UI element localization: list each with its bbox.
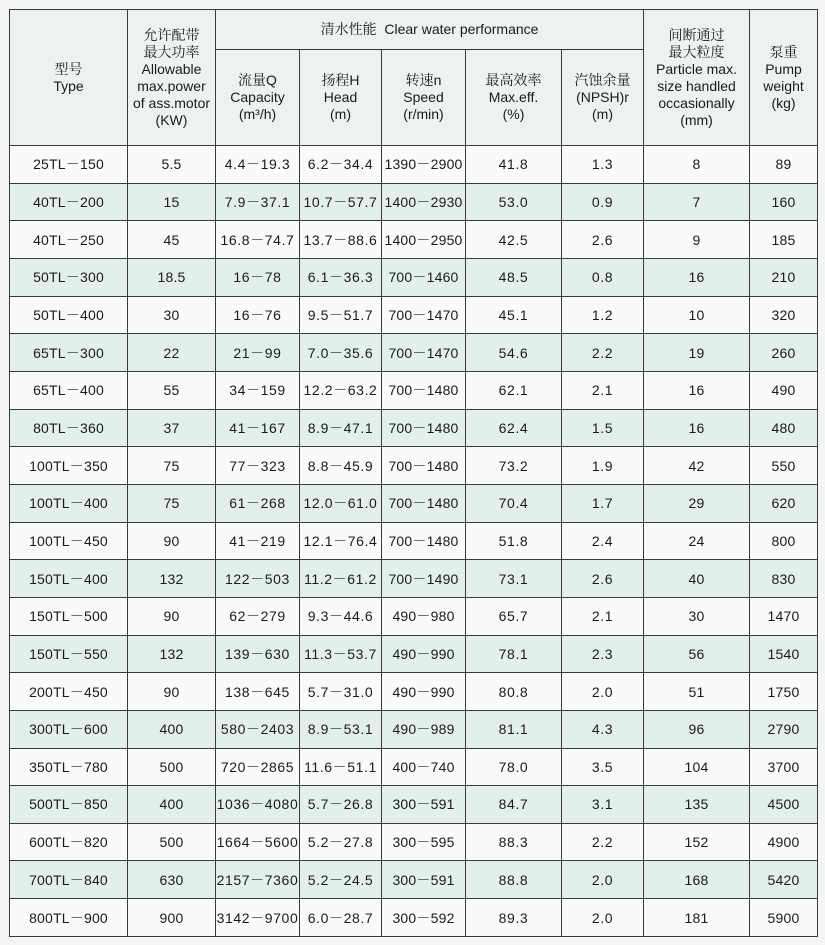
cell-type: 700TL－840 — [10, 861, 128, 899]
cell-speed: 490－989 — [382, 710, 466, 748]
cell-power: 400 — [128, 710, 216, 748]
cell-weight: 480 — [750, 409, 818, 447]
cell-speed: 700－1490 — [382, 560, 466, 598]
cell-power: 30 — [128, 296, 216, 334]
cell-speed: 700－1480 — [382, 409, 466, 447]
cell-type: 50TL－300 — [10, 258, 128, 296]
cell-type: 65TL－400 — [10, 371, 128, 409]
cell-eff: 54.6 — [466, 334, 562, 372]
cell-head: 6.0－28.7 — [300, 899, 382, 937]
cell-capacity: 16.8－74.7 — [216, 221, 300, 259]
cell-power: 18.5 — [128, 258, 216, 296]
cell-eff: 88.8 — [466, 861, 562, 899]
cell-type: 65TL－300 — [10, 334, 128, 372]
cell-particle: 42 — [644, 447, 750, 485]
header-head — [300, 50, 382, 146]
cell-type: 100TL－350 — [10, 447, 128, 485]
cell-particle: 152 — [644, 823, 750, 861]
cell-type: 25TL－150 — [10, 146, 128, 184]
cell-head: 7.0－35.6 — [300, 334, 382, 372]
cell-weight: 260 — [750, 334, 818, 372]
cell-speed: 700－1480 — [382, 522, 466, 560]
table-row — [10, 786, 818, 824]
cell-speed: 700－1470 — [382, 334, 466, 372]
cell-head: 6.1－36.3 — [300, 258, 382, 296]
cell-particle: 40 — [644, 560, 750, 598]
cell-type: 600TL－820 — [10, 823, 128, 861]
cell-speed: 700－1480 — [382, 447, 466, 485]
cell-weight: 1750 — [750, 673, 818, 711]
cell-power: 500 — [128, 823, 216, 861]
cell-head: 5.2－27.8 — [300, 823, 382, 861]
cell-head: 12.1－76.4 — [300, 522, 382, 560]
cell-head: 5.2－24.5 — [300, 861, 382, 899]
cell-power: 75 — [128, 484, 216, 522]
cell-weight: 1540 — [750, 635, 818, 673]
cell-eff: 80.8 — [466, 673, 562, 711]
cell-npsh: 3.1 — [562, 786, 644, 824]
cell-npsh: 1.3 — [562, 146, 644, 184]
cell-capacity: 7.9－37.1 — [216, 183, 300, 221]
cell-capacity: 720－2865 — [216, 748, 300, 786]
cell-eff: 78.1 — [466, 635, 562, 673]
cell-head: 10.7－57.7 — [300, 183, 382, 221]
cell-particle: 30 — [644, 597, 750, 635]
cell-head: 6.2－34.4 — [300, 146, 382, 184]
cell-capacity: 34－159 — [216, 371, 300, 409]
header-capacity-en: Capacity (m³/h) — [230, 89, 285, 122]
header-clear-water — [216, 10, 644, 50]
cell-head: 8.8－45.9 — [300, 447, 382, 485]
cell-head: 11.3－53.7 — [300, 635, 382, 673]
cell-capacity: 61－268 — [216, 484, 300, 522]
header-weight-cn: 泵重 — [769, 43, 798, 60]
cell-capacity: 4.4－19.3 — [216, 146, 300, 184]
cell-speed: 700－1460 — [382, 258, 466, 296]
cell-head: 12.2－63.2 — [300, 371, 382, 409]
cell-eff: 89.3 — [466, 899, 562, 937]
cell-speed: 490－990 — [382, 635, 466, 673]
header-particle — [644, 10, 750, 146]
cell-capacity: 41－167 — [216, 409, 300, 447]
cell-weight: 800 — [750, 522, 818, 560]
cell-eff: 84.7 — [466, 786, 562, 824]
cell-type: 800TL－900 — [10, 899, 128, 937]
cell-particle: 135 — [644, 786, 750, 824]
table-row — [10, 899, 818, 937]
header-efficiency-en: Max.eff. (%) — [488, 89, 539, 122]
cell-speed: 300－591 — [382, 861, 466, 899]
cell-npsh: 2.0 — [562, 861, 644, 899]
cell-weight: 2790 — [750, 710, 818, 748]
cell-power: 5.5 — [128, 146, 216, 184]
cell-npsh: 2.3 — [562, 635, 644, 673]
table-row — [10, 597, 818, 635]
cell-head: 11.2－61.2 — [300, 560, 382, 598]
cell-particle: 181 — [644, 899, 750, 937]
cell-capacity: 139－630 — [216, 635, 300, 673]
cell-weight: 490 — [750, 371, 818, 409]
cell-npsh: 1.2 — [562, 296, 644, 334]
header-power-en: Allowable max.power of ass.motor (KW) — [132, 60, 211, 128]
cell-power: 37 — [128, 409, 216, 447]
cell-capacity: 138－645 — [216, 673, 300, 711]
cell-npsh: 3.5 — [562, 748, 644, 786]
header-weight — [750, 10, 818, 146]
table-row — [10, 484, 818, 522]
cell-eff: 48.5 — [466, 258, 562, 296]
cell-weight: 5900 — [750, 899, 818, 937]
cell-npsh: 2.6 — [562, 560, 644, 598]
cell-head: 8.9－53.1 — [300, 710, 382, 748]
cell-power: 400 — [128, 786, 216, 824]
cell-npsh: 2.2 — [562, 823, 644, 861]
cell-particle: 29 — [644, 484, 750, 522]
header-npsh — [562, 50, 644, 146]
cell-eff: 73.1 — [466, 560, 562, 598]
cell-particle: 19 — [644, 334, 750, 372]
cell-eff: 70.4 — [466, 484, 562, 522]
table-row — [10, 861, 818, 899]
cell-type: 200TL－450 — [10, 673, 128, 711]
cell-capacity: 77－323 — [216, 447, 300, 485]
cell-eff: 78.0 — [466, 748, 562, 786]
cell-type: 100TL－450 — [10, 522, 128, 560]
cell-capacity: 122－503 — [216, 560, 300, 598]
cell-type: 40TL－200 — [10, 183, 128, 221]
cell-power: 630 — [128, 861, 216, 899]
cell-speed: 400－740 — [382, 748, 466, 786]
table-row — [10, 748, 818, 786]
cell-npsh: 2.6 — [562, 221, 644, 259]
cell-npsh: 1.7 — [562, 484, 644, 522]
cell-weight: 89 — [750, 146, 818, 184]
header-type-cn: 型号 — [54, 60, 83, 77]
cell-particle: 104 — [644, 748, 750, 786]
table-row — [10, 560, 818, 598]
cell-type: 300TL－600 — [10, 710, 128, 748]
header-speed-en: Speed (r/min) — [403, 89, 444, 122]
table-body — [10, 146, 818, 937]
cell-particle: 7 — [644, 183, 750, 221]
cell-capacity: 41－219 — [216, 522, 300, 560]
cell-particle: 9 — [644, 221, 750, 259]
cell-weight: 320 — [750, 296, 818, 334]
cell-speed: 700－1480 — [382, 484, 466, 522]
cell-eff: 53.0 — [466, 183, 562, 221]
cell-power: 75 — [128, 447, 216, 485]
table-row — [10, 447, 818, 485]
table-row — [10, 710, 818, 748]
header-particle-cn: 间断通过 最大粒度 — [668, 26, 725, 60]
cell-npsh: 2.0 — [562, 673, 644, 711]
cell-npsh: 0.8 — [562, 258, 644, 296]
cell-power: 132 — [128, 560, 216, 598]
cell-npsh: 0.9 — [562, 183, 644, 221]
cell-weight: 4500 — [750, 786, 818, 824]
cell-type: 80TL－360 — [10, 409, 128, 447]
cell-eff: 41.8 — [466, 146, 562, 184]
cell-type: 150TL－550 — [10, 635, 128, 673]
cell-weight: 5420 — [750, 861, 818, 899]
header-power-cn: 允许配带 最大功率 — [143, 26, 200, 60]
table-row — [10, 221, 818, 259]
cell-type: 150TL－500 — [10, 597, 128, 635]
cell-type: 350TL－780 — [10, 748, 128, 786]
cell-capacity: 1664－5600 — [216, 823, 300, 861]
cell-npsh: 2.2 — [562, 334, 644, 372]
header-speed — [382, 50, 466, 146]
cell-weight: 830 — [750, 560, 818, 598]
cell-particle: 24 — [644, 522, 750, 560]
cell-power: 900 — [128, 899, 216, 937]
cell-npsh: 2.4 — [562, 522, 644, 560]
cell-power: 90 — [128, 673, 216, 711]
header-type — [10, 10, 128, 146]
header-npsh-en: (NPSH)r (m) — [576, 89, 629, 122]
cell-capacity: 3142－9700 — [216, 899, 300, 937]
cell-head: 13.7－88.6 — [300, 221, 382, 259]
cell-type: 100TL－400 — [10, 484, 128, 522]
table-row — [10, 371, 818, 409]
cell-npsh: 1.5 — [562, 409, 644, 447]
cell-capacity: 580－2403 — [216, 710, 300, 748]
cell-capacity: 2157－7360 — [216, 861, 300, 899]
cell-speed: 1390－2900 — [382, 146, 466, 184]
cell-speed: 490－980 — [382, 597, 466, 635]
cell-eff: 51.8 — [466, 522, 562, 560]
header-clear-water-en: Clear water performance — [384, 21, 539, 37]
table-row — [10, 296, 818, 334]
cell-particle: 16 — [644, 409, 750, 447]
header-npsh-cn: 汽蚀余量 — [574, 72, 631, 88]
cell-head: 5.7－26.8 — [300, 786, 382, 824]
pump-spec-sheet — [9, 9, 817, 937]
header-type-en: Type — [53, 77, 84, 94]
cell-eff: 45.1 — [466, 296, 562, 334]
cell-capacity: 62－279 — [216, 597, 300, 635]
table-row — [10, 522, 818, 560]
cell-capacity: 16－76 — [216, 296, 300, 334]
table-row — [10, 635, 818, 673]
cell-npsh: 2.1 — [562, 597, 644, 635]
cell-type: 500TL－850 — [10, 786, 128, 824]
cell-weight: 1470 — [750, 597, 818, 635]
cell-particle: 96 — [644, 710, 750, 748]
table-row — [10, 146, 818, 184]
header-capacity-cn: 流量Q — [238, 72, 277, 88]
table-row — [10, 823, 818, 861]
cell-eff: 42.5 — [466, 221, 562, 259]
cell-head: 11.6－51.1 — [300, 748, 382, 786]
cell-npsh: 2.0 — [562, 899, 644, 937]
cell-eff: 73.2 — [466, 447, 562, 485]
cell-particle: 16 — [644, 258, 750, 296]
cell-power: 55 — [128, 371, 216, 409]
table-row — [10, 183, 818, 221]
cell-speed: 300－591 — [382, 786, 466, 824]
cell-weight: 4900 — [750, 823, 818, 861]
table-row — [10, 673, 818, 711]
cell-eff: 81.1 — [466, 710, 562, 748]
table-row — [10, 258, 818, 296]
cell-eff: 65.7 — [466, 597, 562, 635]
header-power — [128, 10, 216, 146]
cell-particle: 10 — [644, 296, 750, 334]
cell-power: 90 — [128, 597, 216, 635]
cell-weight: 3700 — [750, 748, 818, 786]
header-clear-water-cn: 清水性能 — [320, 21, 377, 37]
cell-speed: 300－595 — [382, 823, 466, 861]
cell-power: 22 — [128, 334, 216, 372]
header-particle-en: Particle max. size handled occasionally (mm) — [656, 60, 737, 128]
cell-power: 45 — [128, 221, 216, 259]
cell-weight: 185 — [750, 221, 818, 259]
cell-power: 132 — [128, 635, 216, 673]
cell-speed: 1400－2950 — [382, 221, 466, 259]
header-weight-en: Pump weight (kg) — [763, 60, 804, 111]
cell-npsh: 1.9 — [562, 447, 644, 485]
cell-speed: 490－990 — [382, 673, 466, 711]
cell-speed: 700－1470 — [382, 296, 466, 334]
pump-performance-table — [9, 9, 818, 937]
cell-head: 12.0－61.0 — [300, 484, 382, 522]
header-head-en: Head (m) — [323, 89, 358, 122]
cell-npsh: 2.1 — [562, 371, 644, 409]
cell-weight: 210 — [750, 258, 818, 296]
cell-particle: 56 — [644, 635, 750, 673]
header-efficiency — [466, 50, 562, 146]
cell-speed: 700－1480 — [382, 371, 466, 409]
header-efficiency-cn: 最高效率 — [485, 72, 542, 88]
header-capacity — [216, 50, 300, 146]
cell-particle: 168 — [644, 861, 750, 899]
cell-power: 500 — [128, 748, 216, 786]
table-row — [10, 409, 818, 447]
cell-capacity: 21－99 — [216, 334, 300, 372]
cell-particle: 8 — [644, 146, 750, 184]
cell-weight: 550 — [750, 447, 818, 485]
cell-capacity: 1036－4080 — [216, 786, 300, 824]
header-head-cn: 扬程H — [321, 72, 360, 88]
cell-head: 9.3－44.6 — [300, 597, 382, 635]
cell-power: 90 — [128, 522, 216, 560]
cell-speed: 300－592 — [382, 899, 466, 937]
cell-capacity: 16－78 — [216, 258, 300, 296]
cell-type: 40TL－250 — [10, 221, 128, 259]
cell-head: 9.5－51.7 — [300, 296, 382, 334]
cell-speed: 1400－2930 — [382, 183, 466, 221]
cell-power: 15 — [128, 183, 216, 221]
cell-particle: 16 — [644, 371, 750, 409]
cell-weight: 160 — [750, 183, 818, 221]
cell-eff: 62.4 — [466, 409, 562, 447]
cell-weight: 620 — [750, 484, 818, 522]
header-speed-cn: 转速n — [405, 72, 442, 88]
cell-type: 50TL－400 — [10, 296, 128, 334]
cell-head: 8.9－47.1 — [300, 409, 382, 447]
cell-particle: 51 — [644, 673, 750, 711]
table-row — [10, 334, 818, 372]
cell-head: 5.7－31.0 — [300, 673, 382, 711]
cell-eff: 88.3 — [466, 823, 562, 861]
cell-type: 150TL－400 — [10, 560, 128, 598]
cell-eff: 62.1 — [466, 371, 562, 409]
cell-npsh: 4.3 — [562, 710, 644, 748]
